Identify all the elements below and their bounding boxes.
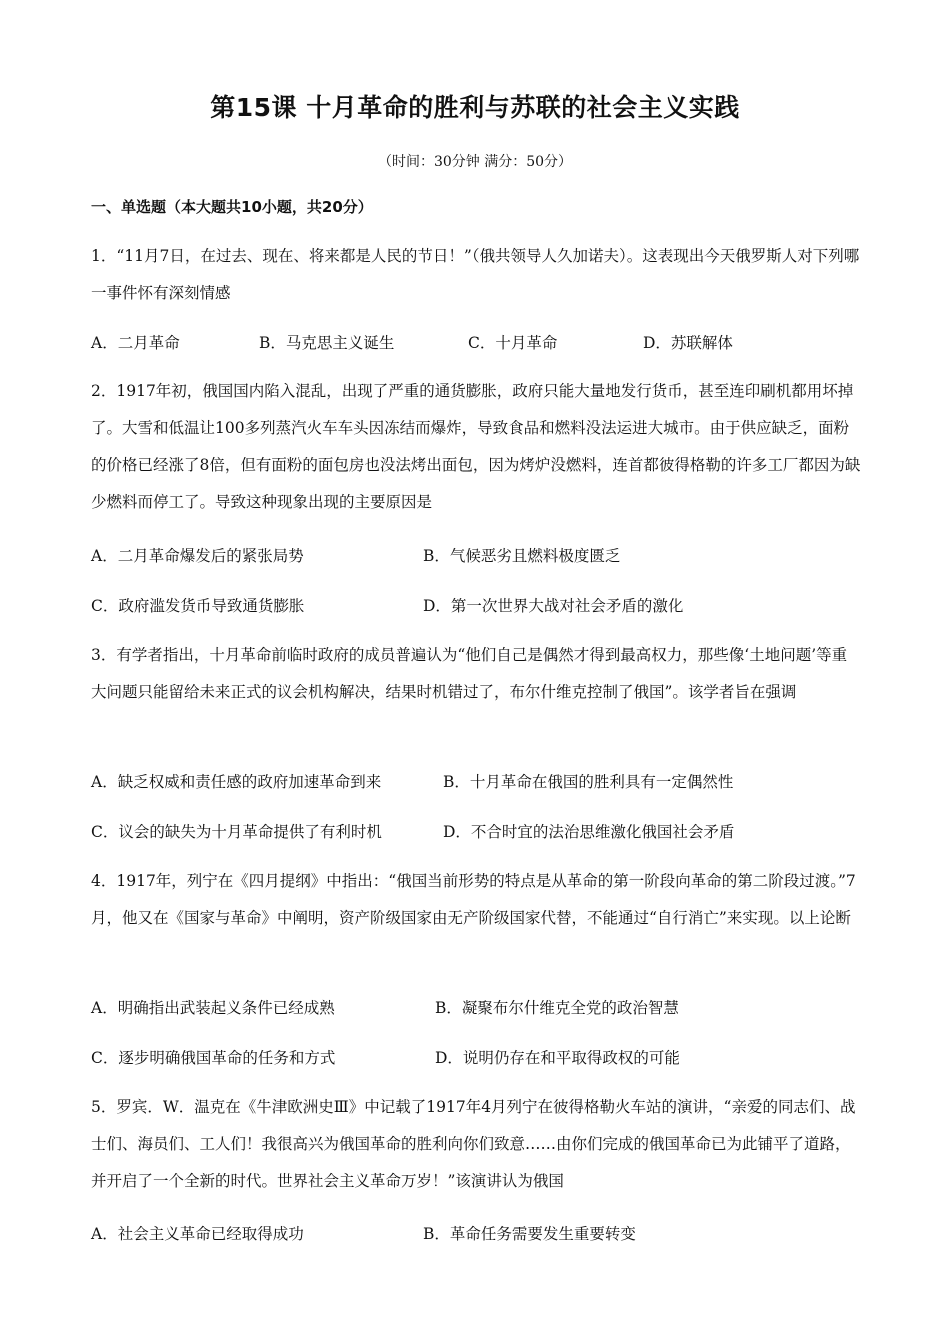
question-3-option-b: B．十月革命在俄国的胜利具有一定偶然性: [443, 773, 734, 791]
section-heading: 一、单选题（本大题共10小题，共20分）: [91, 198, 373, 216]
question-5-stem: 5．罗宾．W．温克在《牛津欧洲史Ⅲ》中记载了1917年4月列宁在彼得格勒火车站的演讲，“亲爱的同志们、战士们、海员们、工人们！我很高兴为俄国革命的胜利向你们致意……由你们完成的俄国革命已为此铺平了道路，并开启了一个全新的时代。世界社会主义革命万岁！”该演讲认为俄国: [91, 1098, 856, 1190]
question-2-stem: 2．1917年初，俄国国内陷入混乱，出现了严重的通货膨胀，政府只能大量地发行货币，甚至连印刷机都用坏掉了。大雪和低温让100多列蒸汽火车车头因冻结而爆炸，导致食品和燃料没法运进大城市。由于供应缺乏，面粉的价格已经涨了8倍，但有面粉的面包房也没法烤出面包，因为烤炉没燃料，连首都彼得格勒的许多工厂都因为缺少燃料而停工了。导致这种现象出现的主要原因是: [91, 382, 861, 511]
question-3-option-a: A．缺乏权威和责任感的政府加速革命到来: [91, 773, 382, 791]
question-2-option-c: C．政府滥发货币导致通货膨胀: [91, 597, 305, 615]
question-1-option-d: D．苏联解体: [643, 334, 733, 352]
question-1-option-b: B．马克思主义诞生: [259, 334, 395, 352]
question-3-option-c: C．议会的缺失为十月革命提供了有利时机: [91, 823, 382, 841]
question-3-option-d: D．不合时宜的法治思维激化俄国社会矛盾: [443, 823, 735, 841]
question-4-option-a: A．明确指出武装起义条件已经成熟: [91, 999, 335, 1017]
question-5-option-a: A．社会主义革命已经取得成功: [91, 1225, 304, 1243]
question-2-option-a: A．二月革命爆发后的紧张局势: [91, 547, 304, 565]
question-1-option-c: C．十月革命: [468, 334, 558, 352]
question-2-option-b: B．气候恶劣且燃料极度匮乏: [423, 547, 621, 565]
exam-info: （时间：30分钟 满分：50分）: [377, 154, 573, 170]
question-4-stem: 4．1917年，列宁在《四月提纲》中指出：“俄国当前形势的特点是从革命的第一阶段向革命的第二阶段过渡。”7月，他又在《国家与革命》中阐明，资产阶级国家由无产阶级国家代替，不能通过“自行消亡”来实现。以上论断: [91, 872, 856, 927]
question-4-option-c: C．逐步明确俄国革命的任务和方式: [91, 1049, 336, 1067]
question-1-stem: 1．“11月7日，在过去、现在、将来都是人民的节日！”（俄共领导人久加诺夫）。这表现出今天俄罗斯人对下列哪一事件怀有深刻情感: [91, 247, 860, 302]
question-5-option-b: B．革命任务需要发生重要转变: [423, 1225, 636, 1243]
question-3-stem: 3．有学者指出，十月革命前临时政府的成员普遍认为“他们自己是偶然才得到最高权力，那些像‘土地问题’等重大问题只能留给未来正式的议会机构解决，结果时机错过了，布尔什维克控制了俄国”。该学者旨在强调: [91, 646, 848, 701]
question-4-option-d: D．说明仍存在和平取得政权的可能: [435, 1049, 680, 1067]
question-1-option-a: A．二月革命: [91, 334, 180, 352]
question-2-option-d: D．第一次世界大战对社会矛盾的激化: [423, 597, 684, 615]
page-title: 第15课 十月革命的胜利与苏联的社会主义实践: [210, 93, 740, 122]
question-4-option-b: B．凝聚布尔什维克全党的政治智慧: [435, 999, 679, 1017]
